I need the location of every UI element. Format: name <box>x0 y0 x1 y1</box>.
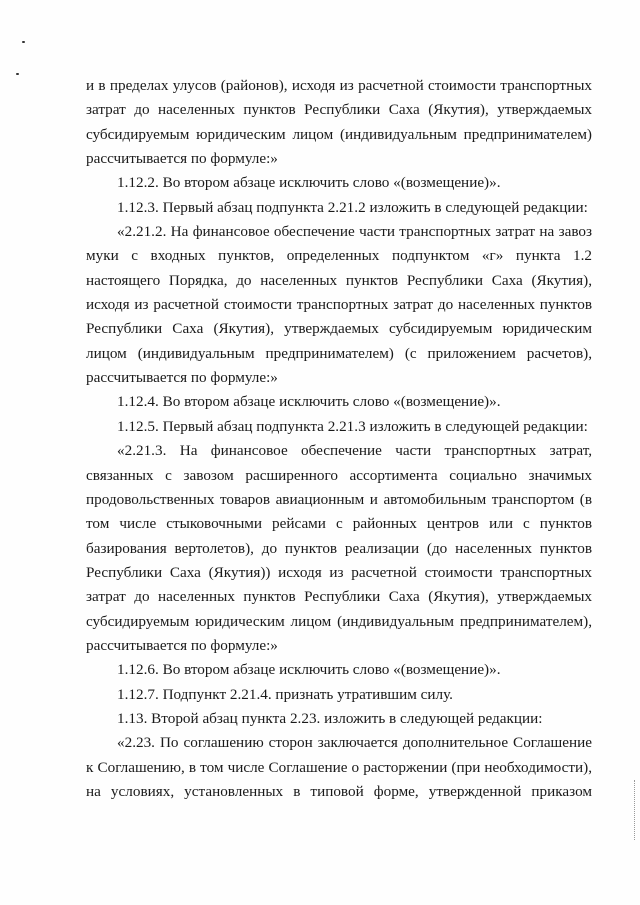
document-line: 1.12.7. Подпункт 2.21.4. признать утратившим силу. <box>117 685 453 703</box>
document-line: Республики Саха (Якутия)) исходя из расчетной стоимости транспортных <box>86 563 592 581</box>
scan-edge-marks <box>634 780 638 840</box>
document-line: том числе стыковочными рейсами с районных центров или с пунктов <box>86 515 592 533</box>
document-line: продовольственных товаров авиационным и автомобильным транспортом (в <box>86 490 592 508</box>
document-body <box>86 74 592 804</box>
document-line: и в пределах улусов (районов), исходя из расчетной стоимости транспортных <box>86 77 592 94</box>
document-line: 1.12.5. Первый абзац подпункта 2.21.3 изложить в следующей редакции: <box>117 417 588 435</box>
document-line: связанных с завозом расширенного ассортимента социально значимых <box>86 466 592 484</box>
scan-speck <box>22 41 25 43</box>
document-line: «2.21.2. На финансовое обеспечение части транспортных затрат на завоз <box>117 223 592 241</box>
document-line: затрат до населенных пунктов Республики Саха (Якутия), утверждаемых <box>86 101 592 119</box>
document-line: 1.13. Второй абзац пункта 2.23. изложить в следующей редакции: <box>117 709 543 727</box>
document-line: 1.12.6. Во втором абзаце исключить слово «(возмещение)». <box>117 661 501 679</box>
document-line: базирования вертолетов), до пунктов реализации (до населенных пунктов <box>86 539 592 557</box>
document-line: 1.12.4. Во втором абзаце исключить слово «(возмещение)». <box>117 393 501 411</box>
document-line: муки с входных пунктов, определенных подпунктом «г» пункта 1.2 <box>86 247 592 265</box>
document-line: субсидируемым юридическим лицом (индивидуальным предпринимателем), <box>86 612 592 630</box>
document-line: исходя из расчетной стоимости транспортных затрат до населенных пунктов <box>86 296 592 314</box>
document-line: 1.12.3. Первый абзац подпункта 2.21.2 изложить в следующей редакции: <box>117 198 588 216</box>
document-line: рассчитывается по формуле:» <box>86 150 278 168</box>
document-line: 1.12.2. Во втором абзаце исключить слово «(возмещение)». <box>117 174 501 192</box>
document-line: субсидируемым юридическим лицом (индивидуальным предпринимателем) <box>86 125 592 143</box>
document-line: лицом (индивидуальным предпринимателем) (с приложением расчетов), <box>86 344 592 362</box>
document-line: «2.23. По соглашению сторон заключается дополнительное Соглашение <box>117 734 592 752</box>
document-line: рассчитывается по формуле:» <box>86 636 278 654</box>
document-line: настоящего Порядка, до населенных пунктов Республики Саха (Якутия), <box>86 271 592 289</box>
scan-speck <box>16 73 19 75</box>
document-line: на условиях, установленных в типовой форме, утвержденной приказом <box>86 782 592 800</box>
document-line: «2.21.3. На финансовое обеспечение части транспортных затрат, <box>117 442 592 460</box>
document-line: затрат до населенных пунктов Республики Саха (Якутия), утверждаемых <box>86 588 592 606</box>
document-line: к Соглашению, в том числе Соглашение о расторжении (при необходимости), <box>86 758 592 776</box>
document-line: Республики Саха (Якутия), утверждаемых субсидируемым юридическим <box>86 320 592 338</box>
document-line: рассчитывается по формуле:» <box>86 369 278 387</box>
